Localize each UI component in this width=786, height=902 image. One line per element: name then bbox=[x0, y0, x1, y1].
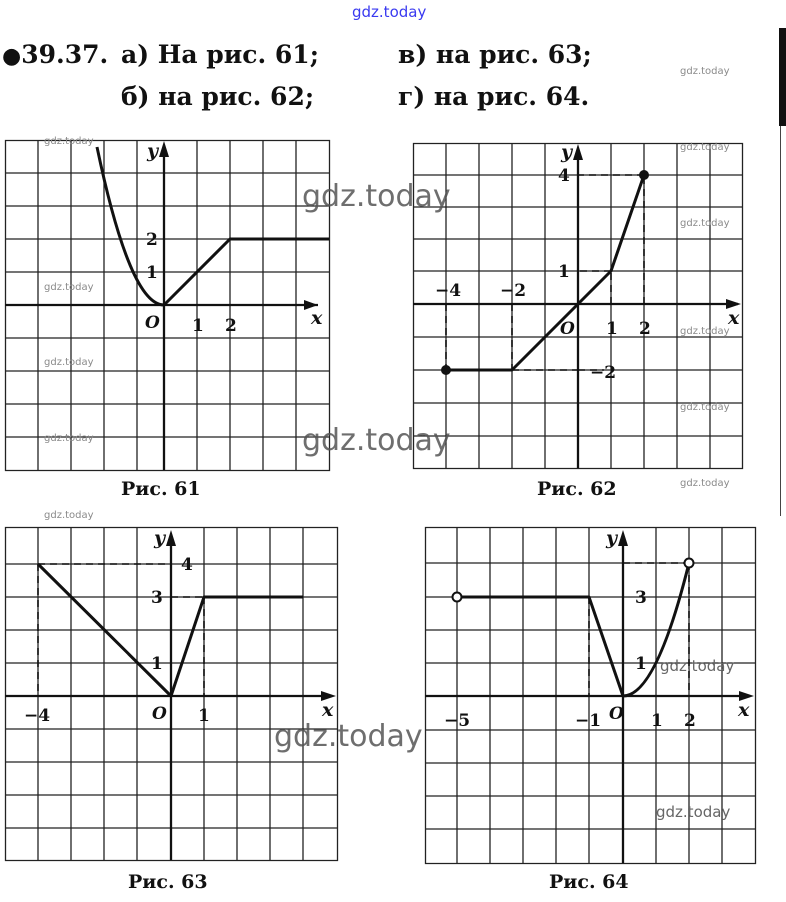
y-arrow-icon bbox=[618, 530, 628, 546]
watermark: gdz.today bbox=[656, 803, 731, 821]
y-arrow-icon bbox=[166, 530, 176, 546]
watermark: gdz.today bbox=[44, 136, 94, 147]
y-arrow-icon bbox=[159, 141, 169, 157]
figure-63 bbox=[0, 522, 345, 867]
caption-64: Рис. 64 bbox=[549, 871, 629, 893]
watermark: gdz.today bbox=[44, 510, 94, 521]
closed-point-icon bbox=[639, 170, 649, 180]
figure-64-y-tick-3: 3 bbox=[635, 588, 647, 608]
figure-62-x-tick-m4: −4 bbox=[435, 281, 462, 301]
figure-63-origin: O bbox=[152, 704, 167, 724]
watermark: gdz.today bbox=[680, 478, 730, 489]
figure-64-x-tick-m1: −1 bbox=[575, 711, 602, 731]
watermark: gdz.today bbox=[44, 282, 94, 293]
figure-63-y-tick-1: 1 bbox=[151, 654, 163, 674]
watermark: gdz.today bbox=[680, 142, 730, 153]
figure-63-x-tick-1: 1 bbox=[198, 706, 210, 726]
figure-63-x-label: x bbox=[322, 699, 334, 721]
item-v: в) на рис. 63; bbox=[398, 40, 592, 69]
top-watermark: gdz.today bbox=[352, 3, 427, 21]
watermark-large: gdz.today bbox=[274, 719, 423, 754]
figure-61-x-tick-2: 2 bbox=[225, 316, 237, 336]
figure-62-x-tick-2: 2 bbox=[639, 319, 651, 339]
figure-63-x-tick-m4: −4 bbox=[24, 706, 51, 726]
figure-63-y-tick-4: 4 bbox=[181, 555, 193, 575]
caption-63: Рис. 63 bbox=[128, 871, 208, 893]
watermark-large: gdz.today bbox=[302, 423, 451, 458]
figure-64-y-tick-1: 1 bbox=[635, 654, 647, 674]
figure-62-origin: O bbox=[560, 319, 575, 339]
watermark: gdz.today bbox=[44, 357, 94, 368]
open-point-icon bbox=[453, 593, 462, 602]
figure-64-x-label: x bbox=[738, 699, 750, 721]
figure-62-x-tick-1: 1 bbox=[606, 319, 618, 339]
figure-64-x-tick-m5: −5 bbox=[444, 711, 471, 731]
watermark: gdz.today bbox=[680, 326, 730, 337]
caption-61: Рис. 61 bbox=[121, 478, 201, 500]
figure-63-y-tick-3: 3 bbox=[151, 588, 163, 608]
figure-64-x-tick-1: 1 bbox=[651, 711, 663, 731]
figure-61-x-label: x bbox=[311, 307, 323, 329]
item-g: г) на рис. 64. bbox=[398, 82, 590, 111]
figure-62-x-tick-m2: −2 bbox=[500, 281, 527, 301]
item-b: б) на рис. 62; bbox=[121, 82, 315, 111]
open-point-icon bbox=[685, 559, 694, 568]
figure-61-graph bbox=[97, 147, 329, 305]
problem-number bbox=[2, 40, 108, 69]
figure-62-y-tick-4: 4 bbox=[558, 166, 570, 186]
figure-61 bbox=[0, 135, 340, 475]
figure-64-origin: O bbox=[609, 704, 624, 724]
figure-62 bbox=[408, 138, 750, 478]
problem-number-text: 39.37. bbox=[21, 40, 109, 69]
watermark: gdz.today bbox=[680, 402, 730, 413]
page-edge-line bbox=[780, 126, 781, 516]
bullet-icon: ● bbox=[2, 43, 22, 69]
watermark: gdz.today bbox=[680, 218, 730, 229]
y-arrow-icon bbox=[573, 144, 583, 160]
watermark: gdz.today bbox=[680, 66, 730, 77]
item-a: а) На рис. 61; bbox=[121, 40, 319, 69]
watermark-large: gdz.today bbox=[302, 179, 451, 214]
figure-61-y-tick-2: 2 bbox=[146, 230, 158, 250]
figure-64-x-tick-2: 2 bbox=[684, 711, 696, 731]
figure-62-y-tick-m2: −2 bbox=[590, 363, 617, 383]
figure-61-origin: O bbox=[145, 313, 160, 333]
figure-61-y-label: y bbox=[147, 140, 159, 162]
figure-62-x-label: x bbox=[728, 307, 740, 329]
figure-61-x-tick-1: 1 bbox=[192, 316, 204, 336]
figure-63-y-label: y bbox=[154, 527, 166, 549]
watermark: gdz.today bbox=[44, 433, 94, 444]
page-edge-bar bbox=[779, 28, 786, 126]
figure-61-y-tick-1: 1 bbox=[146, 263, 158, 283]
figure-62-y-label: y bbox=[561, 141, 573, 163]
closed-point-icon bbox=[441, 365, 451, 375]
caption-62: Рис. 62 bbox=[537, 478, 617, 500]
watermark: gdz.today bbox=[660, 657, 735, 675]
figure-64-y-label: y bbox=[606, 527, 618, 549]
figure-62-y-tick-1: 1 bbox=[558, 262, 570, 282]
